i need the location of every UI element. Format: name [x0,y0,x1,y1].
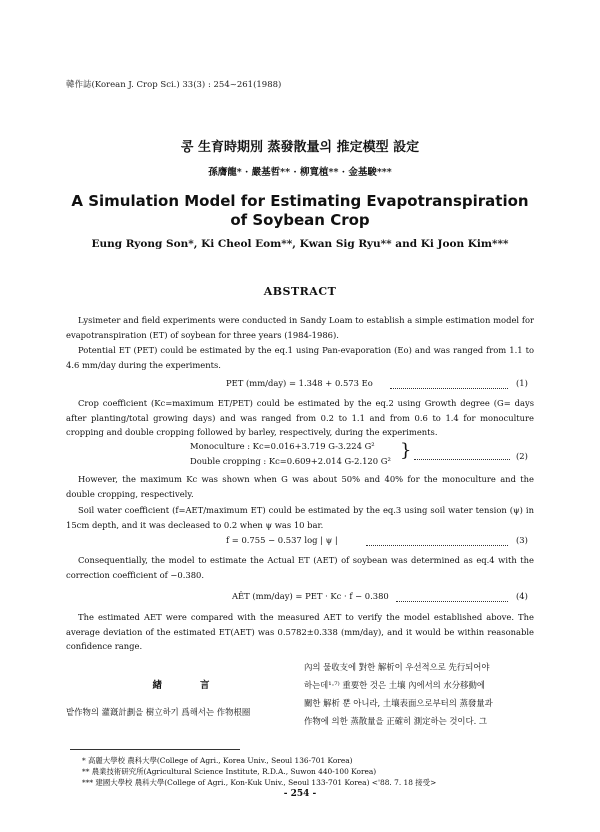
footnote-3: *** 建國大學校 農科大學(College of Agri., Kon-Kuk Univ., Seoul 133-701 Korea) <'88. 7. 18 接受> [82,778,437,787]
equation-4-leader [396,601,508,602]
equation-2-monoculture: Monoculture : Kc=0.016+3.719 G-3.224 G² [190,441,375,451]
abstract-paragraph-1: Lysimeter and field experiments were conducted in Sandy Loam to establish a simple estimation model for evapotranspiration (ET) of soybean for three years (1984-1986). [66,315,534,340]
korean-title: 콩 生育時期別 蒸發散量의 推定模型 設定 [180,140,420,155]
english-title-line-1: A Simulation Model for Estimating Evapotranspiration [71,192,529,210]
footnote-1: * 高麗大學校 農科大學(College of Agri., Korea Univ., Seoul 136-701 Korea) [82,756,353,765]
footnote-rule [70,749,240,750]
abstract-paragraph-7: The estimated AET were compared with the measured AET to verify the model established above. The average deviation of the estimated ET(AET) was 0.5782±0.338 (mm/day), and it would be within reasonable confidence range. [66,612,534,651]
equation-1-number: (1) [516,378,528,388]
equation-2-double-cropping: Double cropping : Kc=0.609+2.014 G-2.120 G² [190,456,391,466]
introduction-right-line: 作物에 의한 蒸散量을 正確히 測定하는 것이다. 그 [304,716,488,726]
introduction-left-text: 밭作物의 灌漑計劃을 樹立하기 爲해서는 作物根圈 [66,707,251,717]
footnote-2: ** 農業技術研究所(Agricultural Science Institute, R.D.A., Suwon 440-100 Korea) [82,767,377,776]
equation-3: f = 0.755 − 0.537 log | ψ | [226,535,338,545]
equation-3-number: (3) [516,535,528,545]
equation-2-brace: } [400,440,412,461]
equation-1: PET (mm/day) = 1.348 + 0.573 Eo [226,378,373,388]
abstract-paragraph-6: Consequentially, the model to estimate the Actual ET (AET) of soybean was determined as eq.4 with the correction coefficient of −0.380. [66,555,534,580]
english-title [0,192,600,230]
abstract-paragraph-2: Potential ET (PET) could be estimated by the eq.1 using Pan-evaporation (Eo) and was ranged from 1.1 to 4.6 mm/day during the experiments. [66,345,534,370]
introduction-right-line: 하는데¹·⁷⁾ 重要한 것은 土壤 內에서의 水分移動에 [304,680,486,690]
equation-1-leader [390,388,508,389]
introduction-heading: 緖 言 [152,680,210,691]
introduction-right-line: 關한 解析 뿐 아니라, 土壤表面으로부터의 蒸發量과 [304,698,493,708]
equation-3-leader [366,545,508,546]
abstract-paragraph-4: However, the maximum Kc was shown when G was about 50% and 40% for the monoculture and the double cropping, respectively. [66,474,534,499]
english-authors: Eung Ryong Son*, Ki Cheol Eom**, Kwan Sig Ryu** and Ki Joon Kim*** [91,238,509,250]
abstract-paragraph-5: Soil water coefficient (f=AET/maximum ET) could be estimated by the eq.3 using soil water tension (ψ) in 15cm depth, and it was decleased to 0.2 when ψ was 10 bar. [66,505,534,530]
equation-4: AÊT (mm/day) = PET · Kc · f − 0.380 [232,591,389,601]
equation-2-leader [414,459,510,460]
equation-2-number: (2) [516,451,528,461]
equation-4-number: (4) [516,591,528,601]
abstract-paragraph-3: Crop coefficient (Kc=maximum ET/PET) could be estimated by the eq.2 using Growth degree (G= days after planting/total growing days) and was ranged from 0.2 to 1.1 and from 0.6 to 1.4 for monoculture cropping and double cropping followed by barley, respectively, during the experiments. [66,398,534,437]
journal-citation: 韓作誌(Korean J. Crop Sci.) 33(3) : 254~261(1988) [66,80,282,90]
introduction-right-column [304,658,536,730]
page-number: - 254 - [283,789,317,799]
introduction-right-line: 內의 물收支에 對한 解析이 우선적으로 先行되어야 [304,662,490,672]
abstract-heading: ABSTRACT [263,285,337,298]
english-title-line-2: of Soybean Crop [230,211,370,229]
korean-authors: 孫膺龍* · 嚴基哲** · 柳寬植** · 金基駿*** [208,167,392,178]
